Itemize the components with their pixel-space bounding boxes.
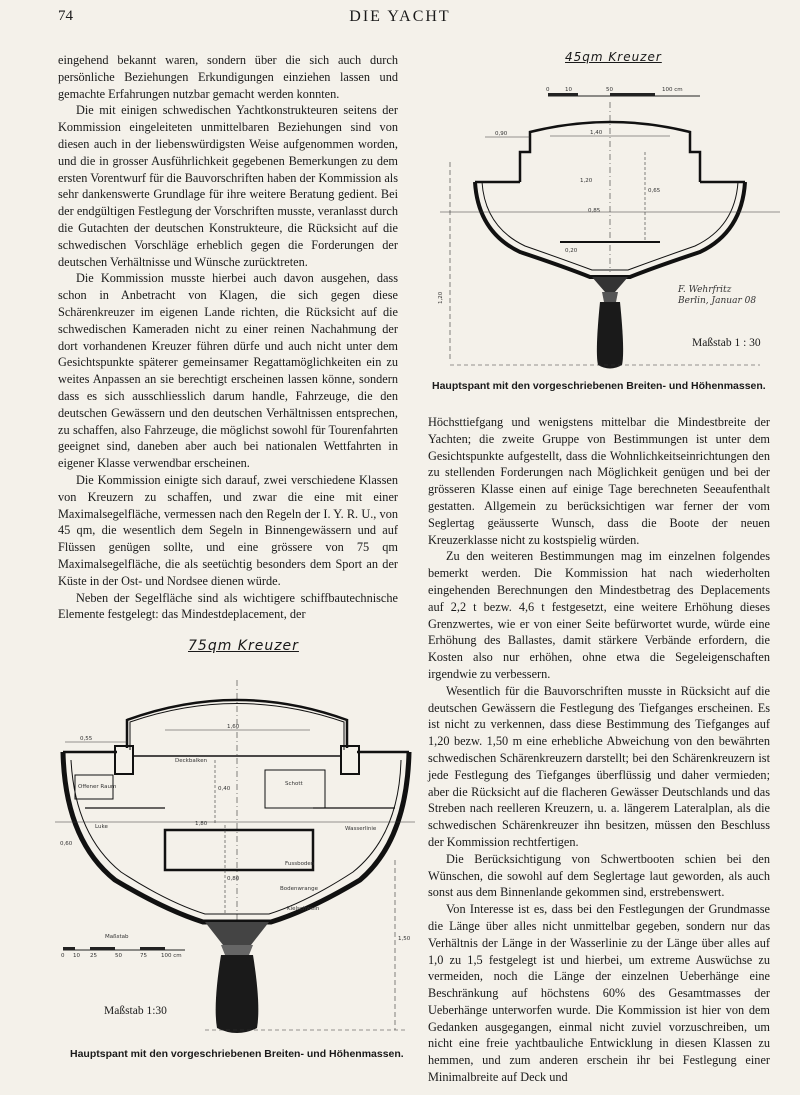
signature-line: F. Wehrfritz (678, 285, 732, 295)
dimension-label: 0,60 (60, 841, 73, 847)
page-number: 74 (58, 8, 73, 24)
hull-section (55, 700, 415, 1033)
dimension-label: 1,40 (590, 130, 603, 136)
figure-bottom-scale: Maßstab 1:30 (104, 1005, 167, 1017)
scale-tick: 10 (565, 87, 572, 93)
dimension-label: 0,80 (227, 876, 240, 882)
dimension-label: 1,60 (227, 724, 240, 730)
dimension-label: 0,90 (495, 131, 508, 137)
drawing-note: Fussboden (285, 861, 315, 867)
scale-tick: 50 (115, 953, 122, 959)
running-title: DIE YACHT (349, 8, 451, 25)
hull-section (438, 122, 780, 369)
dimension-label: 1,20 (438, 291, 444, 304)
right-text-column (428, 414, 770, 1086)
paragraph: Die Kommission musste hierbei auch davon ausgehen, dass schon in Anbetracht von Klagen, die sich gegen diese Schärenkreuzer im eigenen Lande richten, die Rücksicht auf die schwedischen Kameraden nicht zu einer reinen Nachahmung der dort vorhandenen Kreuzer führen dürfe und auch nicht unter dem Gesichtspunkte späterer gemeinsamer Regattamöglichkeiten ein zu weites Anpassen an sie berechtigt erscheinen lassen könne, sondern dass es sich ausschliesslich darum handle, Fahrzeuge, die den deutschen Gewässern und den deutschen Verhältnissen entsprechen, zu schaffen, also Fahrzeuge, die möglichst sowohl für Tourenfahrten geeignet sind, daneben aber auch bei nationalen Wettfahrten in eigener Klasse verwendbar erscheinen. (58, 271, 398, 471)
scale-tick: 0 (61, 953, 65, 959)
paragraph: Die mit einigen schwedischen Yachtkonstrukteuren seitens der Kommission eingeleiteten unmittelbaren Beziehungen sind von diesen auch in der liebenswürdigsten Weise aufgenommen worden, und die in grosser Ausführlichkeit gegebenen Bemerkungen zu dem ersten Vorentwurf für die Bauvorschriften haben der Kommission als sehr dankenswerte Grundlage für ihre weitere Beratung gedient. Bei der endgültigen Festlegung der Vorschriften musste, veranlasst durch die Gutachten der deutschen Konstrukteure, die Rücksicht auf die schwedischen Vorschläge erheblich gegen die Forderungen der deutschen Verhältnisse und Wünsche zurücktreten. (58, 103, 398, 269)
drawing-note: Kielschwein (287, 906, 320, 912)
signature (678, 285, 756, 307)
figure-bottom-drawing (55, 660, 415, 1040)
scale-tick: 100 cm (662, 87, 683, 93)
figure-top-scale: Maßstab 1 : 30 (692, 337, 761, 349)
scale-tick: 0 (546, 87, 550, 93)
scale-tick: 25 (90, 953, 97, 959)
drawing-note: Deckbalken (175, 758, 208, 764)
signature-line: Berlin, Januar 08 (678, 296, 757, 306)
figure-top-caption: Hauptspant mit den vorgeschriebenen Breiten- und Höhenmassen. (432, 380, 766, 392)
figure-top-title: 45qm Kreuzer (565, 50, 662, 64)
drawing-note: Bodenwrange (280, 886, 318, 892)
figure-bottom-title: 75qm Kreuzer (188, 638, 299, 654)
dimension-label: 0,85 (588, 208, 601, 214)
paragraph: Von Interesse ist es, dass bei den Festlegungen der Grundmasse die Länge über alles nicht unmittelbar gegeben, sondern nur das Verhältnis der Länge in der Wasserlinie zu der Länge über alles auf 1,0 zu 1,5 festgelegt ist und hierbei, um extreme Auswüchse zu vermeiden, noch die Länge der einzelnen Ueberhänge eine Beschränkung auf höchstens 60% des Gesamtmasses der Ueberhänge unterworfen wurde. Die Kommission ist hier von dem Gedanken ausgegangen, einmal nicht zuviel vorzuschreiben, um nicht eine freie yachtbauliche Entwicklung in diesen Klassen zu hemmen, und zum anderen erschein ihr bei Festlegung einer Minimalbreite auf Deck und (428, 902, 770, 1085)
scale-tick: 10 (73, 953, 80, 959)
dimension-label: 0,55 (80, 736, 93, 742)
scale-tick: 50 (606, 87, 613, 93)
drawing-note: Schott (285, 781, 303, 787)
scale-tick: 75 (140, 953, 147, 959)
dimension-label: 1,50 (398, 936, 411, 942)
paragraph: eingehend bekannt waren, sondern über die sich auch durch persönliche Beziehungen Erkundigungen einziehen lassen und gemachte Erfahrungen nutzbar gemacht werden konnten. (58, 53, 398, 101)
dimension-label: 1,20 (580, 178, 593, 184)
paragraph: Neben der Segelfläche sind als wichtigere schiffbautechnische Elemente festgelegt: das Mindestdeplacement, der (58, 590, 398, 622)
paragraph: Zu den weiteren Bestimmungen mag im einzelnen folgendes bemerkt werden. Die Kommission hat nach wiederholten eingehenden Berechnungen den Mindestbetrag des Deplacements auf 2,2 t bezw. 4,6 t festgesetzt, eine weitere Erhöhung dieses Grenzwertes, wie er von einer Seite befürwortet wurde, würde eine Erhöhung des Ballastes, damit stärkere Verbände erfordern, die Kosten also nur erhöhen, ohne etwa die Segeleigenschaften irgendwie zu verbessern. (428, 549, 770, 681)
left-text-column (58, 52, 398, 623)
drawing-note: Wasserlinie (345, 826, 377, 832)
paragraph: Die Kommission einigte sich darauf, zwei verschiedene Klassen von Kreuzern zu schaffen, und zwar die eine mit einer Maximalsegelfläche, vermessen nach den Regeln der I. Y. R. U., von 45 qm, die wesentlich dem Segeln in Binnengewässern und auf Flüssen genügen sollte, und eine grössere von 75 qm Maximalsegelfläche, die als seetüchtig besonders dem Sport an der Küste in der Ost- und Nordsee dienen würde. (58, 472, 398, 588)
dimension-label: 0,20 (565, 248, 578, 254)
scale-title: Maßstab (105, 934, 129, 940)
figure-top-drawing (430, 72, 790, 372)
dimension-label: 0,65 (648, 188, 661, 194)
paragraph: Höchsttiefgang und wenigstens mittelbar die Mindestbreite der Yachten; die zweite Gruppe von Bestimmungen ist unter dem Gesichtspunkte aufgestellt, dass die Wohnlichkeitseinrichtungen den zu stellenden Forderungen nach Möglichkeit genügen und bei der grösseren Klasse einen auf einige Tage berechneten Seeaufenthalt gestatten. Allgemein zu berücksichtigen war ferner der vom Seglertag geäusserte Wunsch, dass die Boote der neuen Kreuzerklasse nicht zu kostspielig würden. (428, 415, 770, 547)
scale-bar (546, 87, 700, 96)
dimension-label: 1,80 (195, 821, 208, 827)
figure-bottom-caption: Hauptspant mit den vorgeschriebenen Breiten- und Höhenmassen. (70, 1048, 404, 1060)
dimension-label: 0,40 (218, 786, 231, 792)
paragraph: Die Berücksichtigung von Schwertbooten schien bei den Wünschen, die sowohl auf dem Seglertage laut geworden, als auch sonst aus dem Binnenlande gekommen sind, erstrebenswert. (428, 851, 770, 900)
drawing-note: Offener Raum (78, 784, 117, 790)
scale-tick: 100 cm (161, 953, 182, 959)
drawing-note: Luke (95, 824, 108, 830)
paragraph: Wesentlich für die Bauvorschriften musste in Rücksicht auf die deutschen Gewässern die Festlegung des Tiefganges erscheinen. Es ist nicht zu verkennen, dass diese Bestimmung des Tiefganges auf 1,20 bezw. 1,50 m eine erhebliche Abweichung von den bewährten schwedischen Schärenkreuzern darstellt; bei den Schärenkreuzern ist jede Festlegung des Tiefganges überflüssig und daher vermieden; aber die Rücksicht auf die flacheren Gewässer Deutschlands und das Streben nach reelleren Kreuzern, u. a. längerem Lateralplan, als die schwedischen Schärenkreuzer ihn besitzen, müssen den Beschluss der Kommission rechtfertigen. (428, 683, 770, 849)
